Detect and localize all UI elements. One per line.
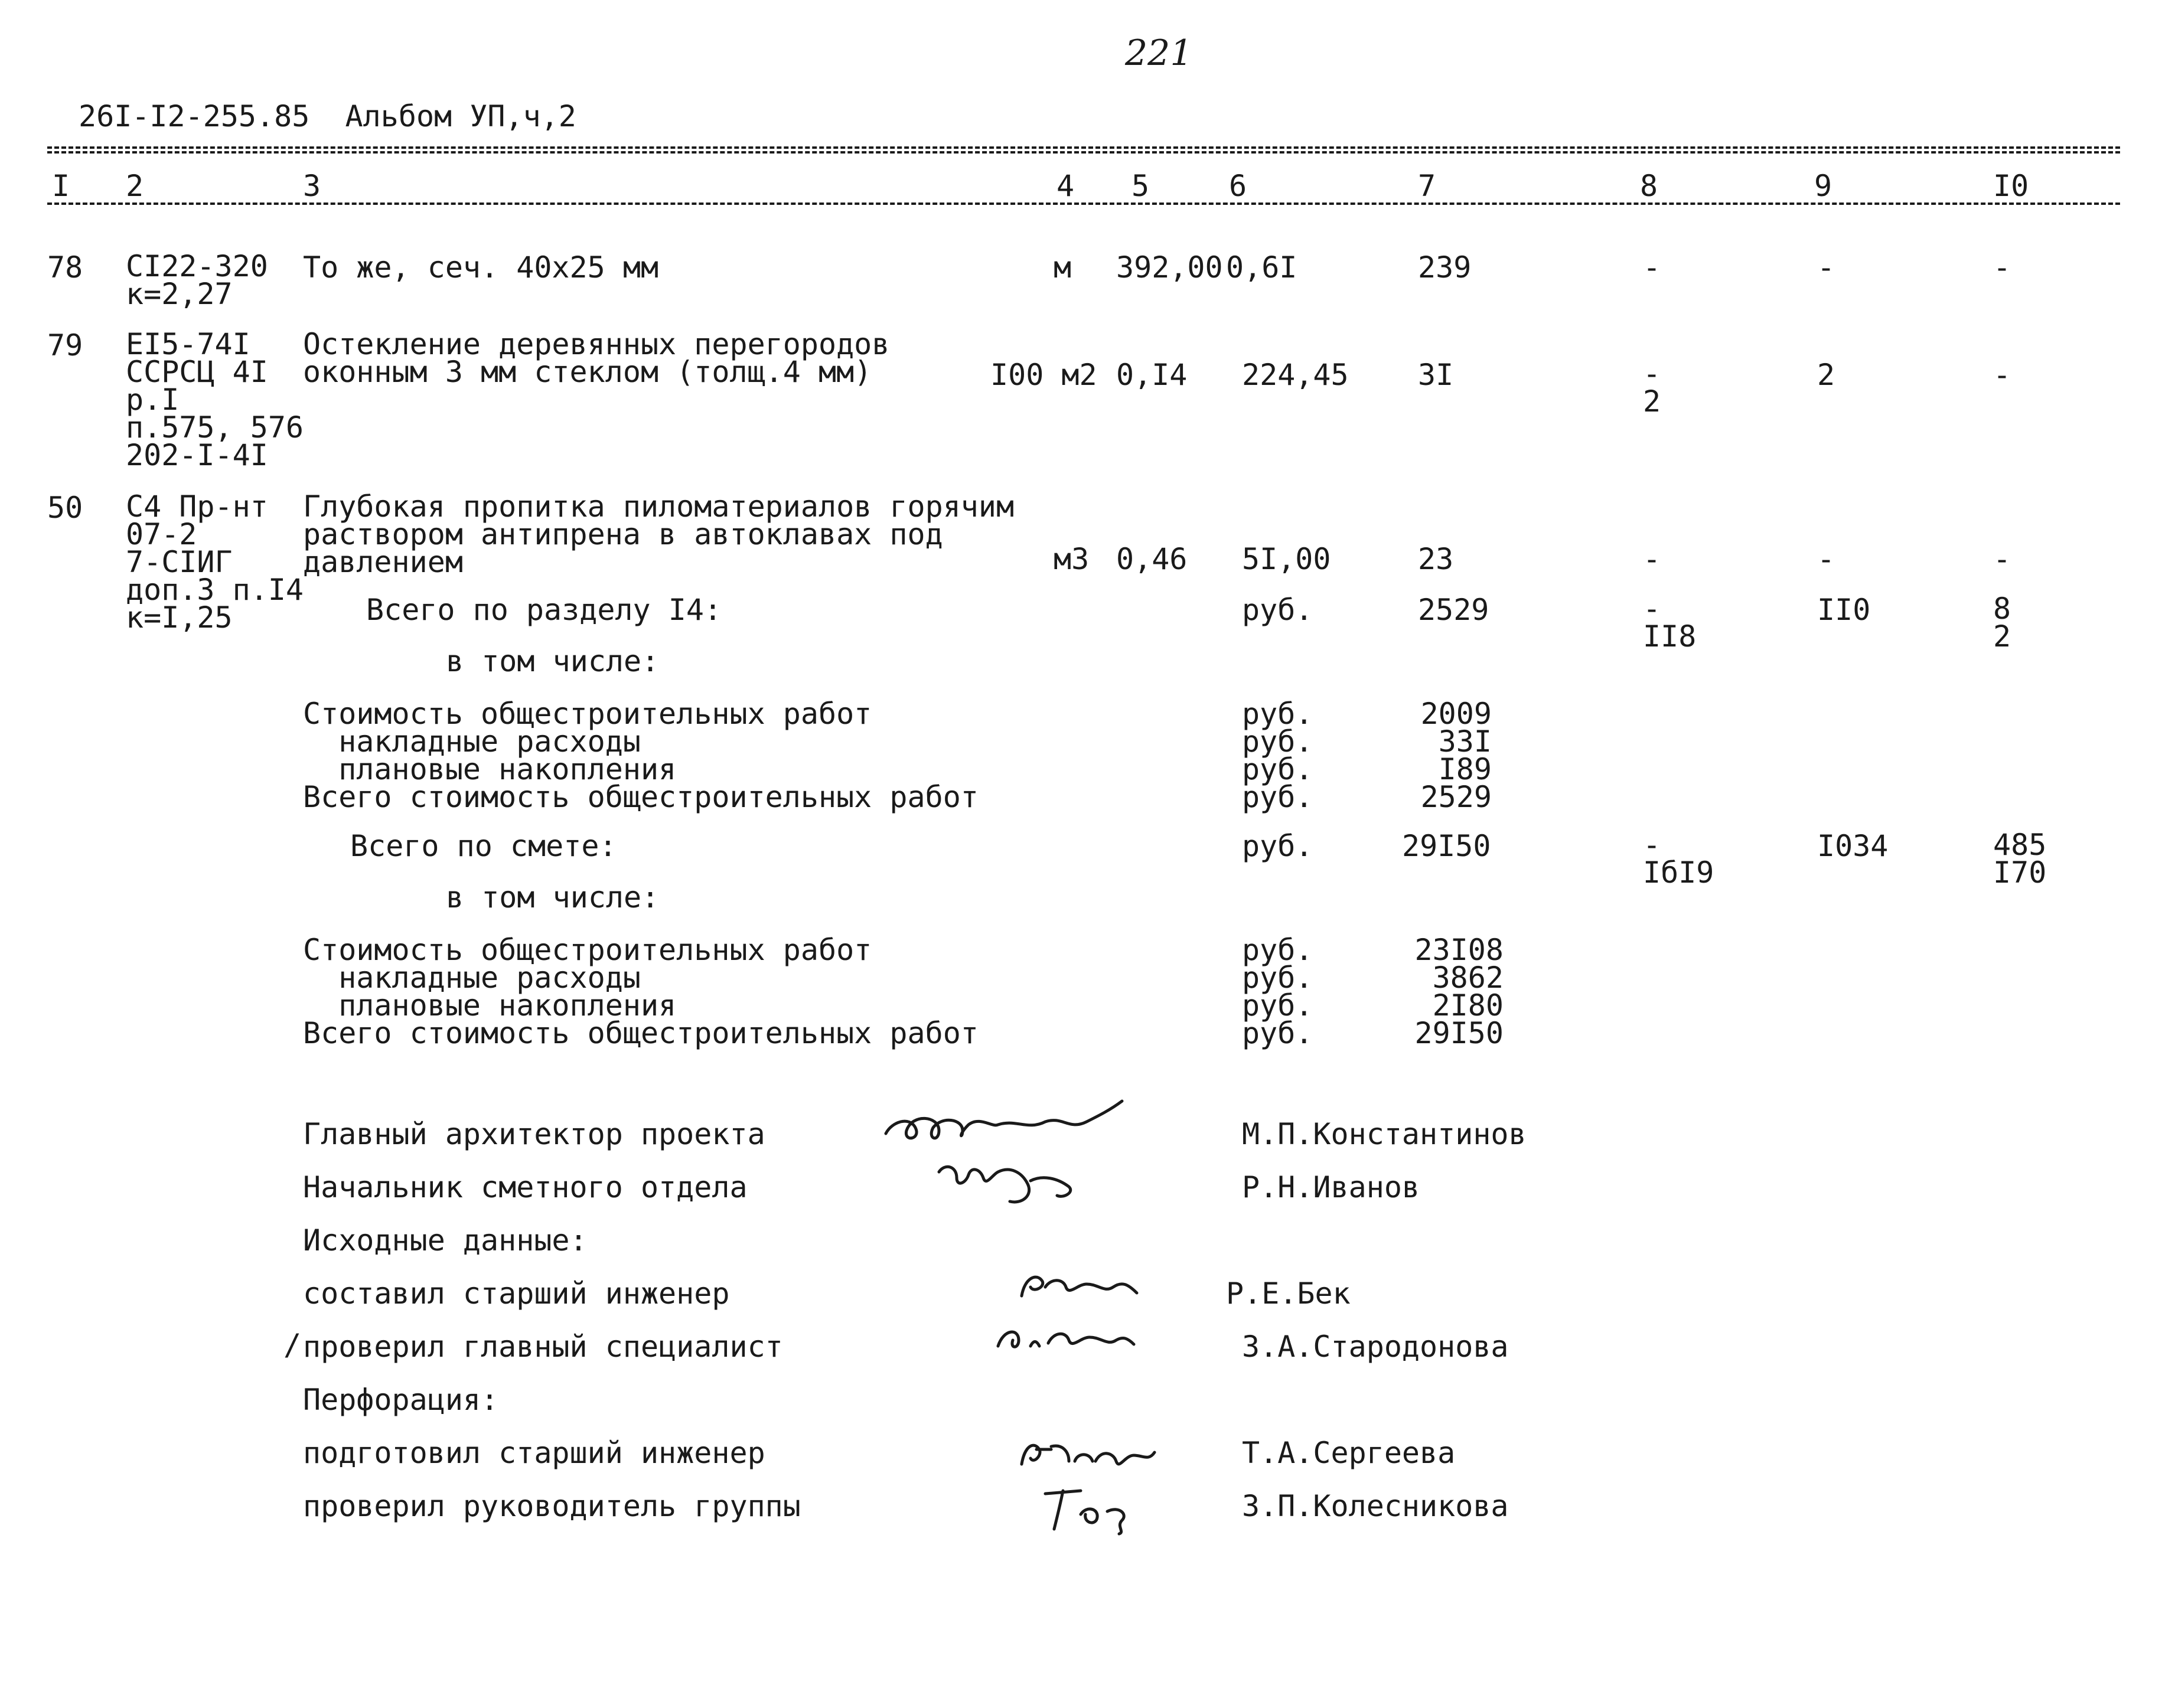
row-50-col9: - bbox=[1817, 542, 1835, 576]
row-50-code: С4 Пр-нт 07-2 7-СIИГ доп.3 п.I4 к=I,25 bbox=[126, 489, 304, 635]
signature-section-perforation: Перфорация: bbox=[303, 1383, 499, 1417]
signature-role-estimate-head: Начальник сметного отдела bbox=[303, 1170, 748, 1204]
document-header: 26I-I2-255.85 Альбом УП,ч,2 bbox=[79, 99, 576, 133]
column-header-8: 8 bbox=[1640, 169, 1658, 203]
section-total-col8: - II8 bbox=[1643, 592, 1697, 654]
signature-name-chief-architect: М.П.Константинов bbox=[1242, 1117, 1527, 1151]
column-header-7: 7 bbox=[1418, 169, 1436, 203]
column-header-4: 4 bbox=[1056, 169, 1075, 203]
row-79-col8: - 2 bbox=[1643, 357, 1661, 419]
row-78-unit-price: 0,6I bbox=[1226, 250, 1297, 285]
row-78-col10: - bbox=[1993, 250, 2011, 285]
table-top-rule bbox=[47, 146, 2120, 149]
row-78-number: 78 bbox=[47, 250, 83, 285]
column-header-9: 9 bbox=[1814, 169, 1832, 203]
handwritten-signature-2 bbox=[933, 1151, 1110, 1216]
signature-section-source-data: Исходные данные: bbox=[303, 1223, 588, 1258]
row-79-number: 79 bbox=[47, 328, 83, 362]
signature-role-checked-by-specialist: проверил главный специалист bbox=[303, 1330, 783, 1364]
estimate-total-unit: руб. bbox=[1242, 829, 1313, 863]
column-header-6: 6 bbox=[1229, 169, 1247, 203]
column-header-2: 2 bbox=[126, 169, 144, 203]
row-50-quantity: 0,46 bbox=[1116, 542, 1188, 576]
signature-name-checked-by-group-lead: З.П.Колесникова bbox=[1242, 1489, 1509, 1523]
column-header-5: 5 bbox=[1131, 169, 1150, 203]
handwritten-signature-6 bbox=[1039, 1482, 1157, 1535]
handwritten-signature-3 bbox=[1010, 1260, 1146, 1308]
signature-role-chief-architect: Главный архитектор проекта bbox=[303, 1117, 765, 1151]
row-79-total: 3I bbox=[1418, 358, 1454, 392]
estimate-total-label: Всего по смете: bbox=[350, 829, 617, 863]
estimate-including-label: в том числе: bbox=[446, 880, 660, 915]
row-78-total: 239 bbox=[1418, 250, 1472, 285]
estimate-breakdown-values: 23I08 3862 2I80 29I50 bbox=[1414, 933, 1504, 1050]
signature-name-estimate-head: Р.Н.Иванов bbox=[1242, 1170, 1420, 1204]
row-50-unit: м3 bbox=[1054, 542, 1090, 576]
row-79-code: EI5-74I ССРСЦ 4I р.I п.575, 576 202-I-4I bbox=[126, 327, 304, 472]
section-total-label: Всего по разделу I4: bbox=[366, 593, 722, 627]
signature-name-compiled-by: Р.Е.Бек bbox=[1226, 1276, 1351, 1311]
estimate-total-value: 29I50 bbox=[1402, 829, 1491, 863]
row-78-col9: - bbox=[1817, 250, 1835, 285]
signature-name-prepared-by: Т.А.Сергеева bbox=[1242, 1436, 1456, 1470]
table-header-bottom-rule bbox=[47, 203, 2120, 205]
row-79-col10: - bbox=[1993, 358, 2011, 392]
row-79-description: Остекление деревянных перегородов оконным 3 мм стеклом (толщ.4 мм) bbox=[303, 327, 890, 389]
row-78-code: CI22-320 к=2,27 bbox=[126, 249, 268, 311]
signature-name-checked-by-specialist: З.А.Стародонова bbox=[1242, 1330, 1509, 1364]
estimate-total-col10: 485 I70 bbox=[1993, 828, 2047, 890]
section-breakdown-units: руб. руб. руб. руб. bbox=[1242, 697, 1313, 814]
section-total-value: 2529 bbox=[1418, 593, 1489, 627]
row-79-unit-price: 224,45 bbox=[1242, 358, 1349, 392]
handwritten-signature-1 bbox=[874, 1098, 1157, 1151]
estimate-total-col9: I034 bbox=[1817, 829, 1889, 863]
row-79-col9: 2 bbox=[1817, 358, 1835, 392]
handwritten-signature-5 bbox=[1010, 1429, 1163, 1482]
row-78-quantity: 392,00 bbox=[1116, 250, 1223, 285]
row-50-description: Глубокая пропитка пиломатериалов горячим раствором антипрена в автоклавах под давлением bbox=[303, 489, 1015, 579]
row-50-number: 50 bbox=[47, 491, 83, 525]
handwritten-signature-4 bbox=[986, 1314, 1140, 1361]
row-50-total: 23 bbox=[1418, 542, 1454, 576]
row-79-quantity: 0,I4 bbox=[1116, 358, 1188, 392]
section-breakdown-values: 2009 33I I89 2529 bbox=[1420, 697, 1492, 814]
row-79-unit: I00 м2 bbox=[990, 358, 1097, 392]
row-50-col8: - bbox=[1643, 542, 1661, 576]
signature-role-prepared-by: подготовил старший инженер bbox=[303, 1436, 765, 1470]
column-header-10: I0 bbox=[1993, 169, 2029, 203]
estimate-breakdown-units: руб. руб. руб. руб. bbox=[1242, 933, 1313, 1050]
section-total-col9: II0 bbox=[1817, 593, 1871, 627]
row-50-unit-price: 5I,00 bbox=[1242, 542, 1331, 576]
section-including-label: в том числе: bbox=[446, 644, 660, 678]
row-78-unit: м bbox=[1054, 250, 1072, 285]
column-header-1: I bbox=[52, 169, 70, 203]
row-78-col8: - bbox=[1643, 250, 1661, 285]
page-number: 221 bbox=[1125, 32, 1193, 74]
row-50-col10: - bbox=[1993, 542, 2011, 576]
column-header-3: 3 bbox=[303, 169, 321, 203]
signature-role-checked-by-group-lead: проверил руководитель группы bbox=[303, 1489, 801, 1523]
signature-tick-mark: / bbox=[283, 1328, 302, 1362]
estimate-total-col8: - IбI9 bbox=[1643, 828, 1714, 890]
section-total-col10: 8 2 bbox=[1993, 592, 2011, 654]
signature-role-compiled-by: составил старший инженер bbox=[303, 1276, 730, 1311]
row-78-description: То же, сеч. 40х25 мм bbox=[303, 250, 659, 285]
section-breakdown-labels: Стоимость общестроительных работ накладные расходы плановые накопления Всего стоимость общестроительных работ bbox=[303, 697, 979, 814]
estimate-breakdown-labels: Стоимость общестроительных работ накладные расходы плановые накопления Всего стоимость общестроительных работ bbox=[303, 933, 979, 1050]
section-total-unit: руб. bbox=[1242, 593, 1313, 627]
table-top-rule-2 bbox=[47, 151, 2120, 154]
